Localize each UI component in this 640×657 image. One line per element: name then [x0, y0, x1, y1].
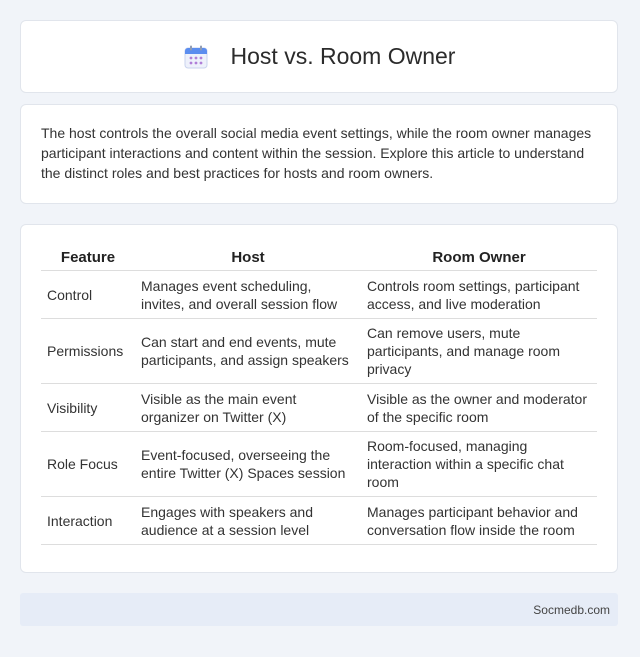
intro-card — [20, 104, 618, 204]
header-host: Host — [135, 245, 361, 271]
intro-paragraph: The host controls the overall social media event settings, while the room owner manages participant interactions and content within the session. Explore this article to understand the distinct roles and best practices for hosts and room owners. — [41, 125, 592, 181]
host-cell: Manages event scheduling, invites, and overall session flow — [135, 271, 361, 319]
table-row — [41, 497, 597, 545]
host-cell: Engages with speakers and audience at a session level — [135, 497, 361, 545]
room-owner-cell: Visible as the owner and moderator of the specific room — [361, 384, 597, 432]
room-owner-cell: Room-focused, managing interaction within a specific chat room — [361, 432, 597, 497]
table-header-row — [41, 245, 597, 271]
feature-cell: Permissions — [41, 319, 135, 384]
header-room-owner: Room Owner — [361, 245, 597, 271]
table-row — [41, 319, 597, 384]
room-owner-cell: Manages participant behavior and conversation flow inside the room — [361, 497, 597, 545]
table-row — [41, 271, 597, 319]
room-owner-cell: Can remove users, mute participants, and manage room privacy — [361, 319, 597, 384]
room-owner-cell: Controls room settings, participant access, and live moderation — [361, 271, 597, 319]
table-row — [41, 432, 597, 497]
header-feature: Feature — [41, 245, 135, 271]
host-cell: Visible as the main event organizer on Twitter (X) — [135, 384, 361, 432]
feature-cell: Control — [41, 271, 135, 319]
footer-brand-link[interactable]: Socmedb.com — [533, 602, 610, 617]
calendar-icon — [183, 44, 209, 70]
comparison-card — [20, 224, 618, 573]
table-row — [41, 384, 597, 432]
title-card — [20, 20, 618, 93]
feature-cell: Role Focus — [41, 432, 135, 497]
footer — [20, 593, 618, 626]
host-cell: Can start and end events, mute participants, and assign speakers — [135, 319, 361, 384]
host-cell: Event-focused, overseeing the entire Twitter (X) Spaces session — [135, 432, 361, 497]
page-title: Host vs. Room Owner — [230, 43, 456, 69]
comparison-table — [41, 245, 597, 545]
feature-cell: Interaction — [41, 497, 135, 545]
feature-cell: Visibility — [41, 384, 135, 432]
